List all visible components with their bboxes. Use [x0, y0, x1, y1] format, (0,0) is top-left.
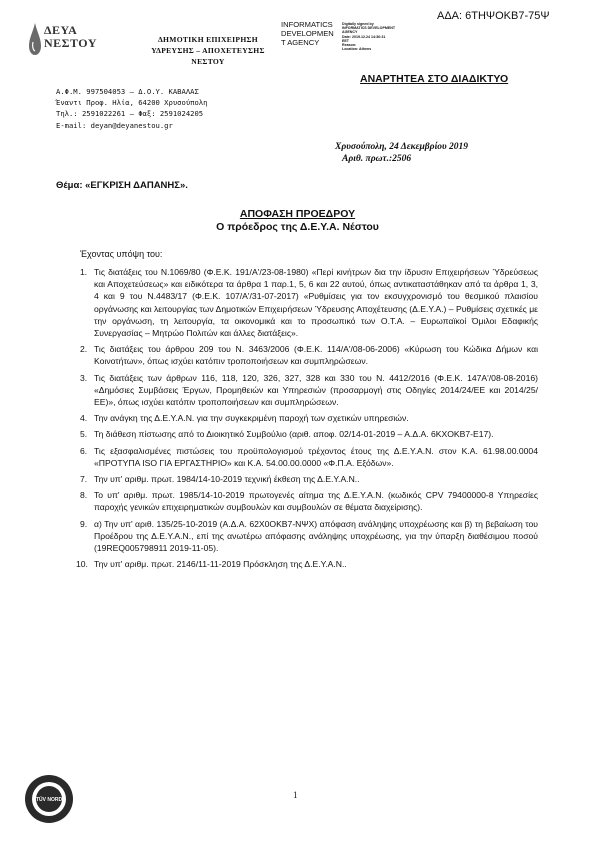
signature-line: Reason:: [342, 43, 357, 48]
item-text: Τις εξασφαλισμένες πιστώσεις του προϋπολογισμού τρέχοντος έτους της Δ.Ε.Υ.Α.Ν. στον Κ.Α. 61.98.00.0004 «ΠΡΟΤΥΠΑ ISO ΓΙΑ ΕΡΓΑΣΤΗΡΙΟ» και Κ.Α. 54.00.00.0000 «Φ.Π.Α. Εξόδων».: [94, 445, 538, 468]
list-item: [80, 428, 538, 440]
agency-line: DEVELOPMEN: [281, 29, 334, 38]
considerations-list: [76, 266, 538, 574]
company-name: [143, 34, 273, 67]
signature-line: AGENCY: [342, 30, 358, 35]
item-number: 8.: [80, 490, 88, 501]
logo-line1: ΔΕΥΑ: [44, 23, 78, 37]
item-text: Την ανάγκη της Δ.Ε.Υ.Α.Ν. για την συγκεκριμένη παροχή των σχετικών υπηρεσιών.: [94, 413, 409, 424]
signature-line: INFORMATICS DEVELOPMENT: [342, 26, 396, 31]
company-line: ΥΔΡΕΥΣΗΣ – ΑΠΟΧΕΤΕΥΣΗΣ: [151, 46, 265, 55]
list-item: [80, 473, 538, 485]
contact-line: Α.Φ.Μ. 997504053 – Δ.Ο.Υ. ΚΑΒΑΛΑΣ: [56, 87, 199, 96]
signature-line: Digitally signed by: [342, 22, 374, 26]
item-text: Την υπ' αριθμ. πρωτ. 2146/11-11-2019 Πρόσκληση της Δ.Ε.Υ.Α.Ν..: [94, 559, 347, 570]
contact-line: Τηλ.: 2591022261 – Φαξ: 2591024205: [56, 109, 204, 119]
place-date-block: [335, 141, 468, 165]
subject-line: Θέμα: «ΕΓΚΡΙΣΗ ΔΑΠΑΝΗΣ».: [56, 180, 188, 191]
item-text: Το υπ' αριθμ. πρωτ. 1985/14-10-2019 πρωτογενές αίτημα της Δ.Ε.Υ.Α.Ν. (κωδικός CPV 79400000-8 Υπηρεσίες παροχής γενικών επιχειρηματικών συμβουλών και συμβουλών σε θέματα διαχείρισης).: [94, 490, 538, 513]
protocol-number: Αριθ. πρωτ.:2506: [342, 154, 412, 164]
item-number: 7.: [80, 474, 88, 485]
item-text: Τις διατάξεις του Ν.1069/80 (Φ.Ε.Κ. 191/Α'/23-08-1980) «Περί κινήτρων δια την ίδρυσιν Επιχειρήσεων Ύδρεύσεως και Αποχετεύσεως» και ειδικότερα τα άρθρα 1 παρ.1, 5, 6 και 22 αυτού, όπως αντικαταστάθηκαν από τα άρθρα 1, 3, 4 και 9 του Ν.4483/17 (Φ.Ε.Κ. 107/Α'/31-07-2017) «Ρυθμίσεις για τον εκσυγχρονισμό του θεσμικού πλαισίου οργάνωσης και λειτουργίας των Δημοτικών Επιχειρήσεων Ύδρευσης Αποχέτευσης (Δ.Ε.Υ.Α.) – Ρυθμίσεις σχετικές με την οργάνωση, τη λειτουργία, τα οικονομικά και το προσωπικό των Ο.Τ.Α. – Ευρωπαϊκοί Όμιλοι Εδαφικής Συνεργασίας – Μητρώο Πολιτών και άλλες διατάξεις».: [94, 267, 538, 339]
signature-agency: [281, 20, 334, 47]
intro-text: Έχοντας υπόψη του:: [80, 249, 163, 259]
signature-line: EET: [342, 38, 349, 43]
decision-heading: [0, 208, 595, 234]
item-number: 3.: [80, 372, 88, 383]
item-number: 2.: [80, 344, 88, 355]
water-drop-icon: [28, 22, 42, 56]
item-number: 1.: [80, 267, 88, 277]
signature-line: Location: Athens: [342, 47, 372, 52]
list-item: [76, 558, 538, 570]
decision-title: ΑΠΟΦΑΣΗ ΠΡΟΕΔΡΟΥ: [239, 208, 356, 220]
item-number: 9.: [80, 518, 88, 529]
list-item: [80, 266, 538, 339]
publish-online-label: ΑΝΑΡΤΗΤΕΑ ΣΤΟ ΔΙΑΔΙΚΤΥΟ: [360, 73, 509, 85]
item-text: Την υπ' αριθμ. πρωτ. 1984/14-10-2019 τεχνική έκθεση της Δ.Ε.Υ.Α.Ν..: [94, 474, 360, 485]
contact-block: [56, 86, 207, 131]
item-number: 10.: [76, 559, 88, 570]
list-item: [80, 412, 538, 424]
list-item: [80, 343, 538, 367]
page-number: 1: [293, 790, 298, 800]
contact-email: E-mail: deyan@deyanestou.gr: [56, 120, 173, 130]
agency-line: INFORMATICS: [281, 20, 333, 29]
tuv-nord-certification-stamp: [23, 773, 75, 825]
list-item: [80, 445, 538, 469]
company-line: ΝΕΣΤΟΥ: [191, 57, 225, 66]
digital-signature-details: [342, 22, 395, 51]
item-number: 6.: [80, 445, 88, 456]
decision-subtitle: Ο πρόεδρος της Δ.Ε.Υ.Α. Νέστου: [216, 221, 379, 233]
stamp-label: TÜV NORD: [35, 797, 63, 803]
company-line: ΔΗΜΟΤΙΚΗ ΕΠΙΧΕΙΡΗΣΗ: [157, 35, 259, 44]
signature-line: Date: 2019.12.24 14:36:31: [342, 34, 386, 39]
list-item: [80, 518, 538, 555]
contact-line: Έναντι Προφ. Ηλία, 64200 Χρυσούπολη: [56, 98, 208, 108]
deyan-logo: [26, 22, 97, 66]
list-item: [80, 489, 538, 513]
place-date: Χρυσούπολη, 24 Δεκεμβρίου 2019: [335, 142, 468, 152]
item-number: 4.: [80, 413, 88, 424]
ada-code: ΑΔΑ: 6ΤΗΨΟΚΒ7-75Ψ: [437, 10, 550, 22]
list-item: [80, 372, 538, 409]
logo-line2: ΝΕΣΤΟΥ: [44, 36, 97, 50]
item-text: α) Την υπ' αριθ. 135/25-10-2019 (Α.Δ.Α. 62Χ0ΟΚΒ7-ΝΨΧ) απόφαση ανάληψης υποχρέωσης και β) τη βεβαίωση του Προέδρου της Δ.Ε.Υ.Α.Ν., επί της ανωτέρω απόφασης ανάληψης υποχρέωσης, για την ύπαρξη διαθέσιμου ποσού (19REQ005798911 2019-11-05).: [94, 518, 538, 554]
item-text: Τις διατάξεις του άρθρου 209 του Ν. 3463/2006 (Φ.Ε.Κ. 114/Α'/08-06-2006) «Κύρωση του Κώδικα Δήμων και Κοινοτήτων», όπως ισχύει κατόπιν τροποποιήσεων και συμπληρώσεων.: [94, 344, 538, 367]
item-text: Τις διατάξεις των άρθρων 116, 118, 120, 326, 327, 328 και 330 του Ν. 4412/2016 (Φ.Ε.Κ. 147Α'/08-08-2016) «Δημόσιες Συμβάσεις Έργων, Προμηθειών και Υπηρεσιών (προσαρμογή στις Οδηγίες 2014/24/ΕΕ και 2014/25/ΕΕ)», όπως ισχύει κατόπιν τροποποιήσεων και συμπληρώσεων.: [94, 372, 538, 408]
item-text: Τη διάθεση πίστωσης από το Διοικητικό Συμβούλιο (αριθ. αποφ. 02/14-01-2019 – Α.Δ.Α. 6ΚΧΟΚΒ7-Ε17).: [94, 429, 494, 440]
agency-line: T AGENCY: [281, 38, 320, 47]
item-number: 5.: [80, 429, 88, 440]
